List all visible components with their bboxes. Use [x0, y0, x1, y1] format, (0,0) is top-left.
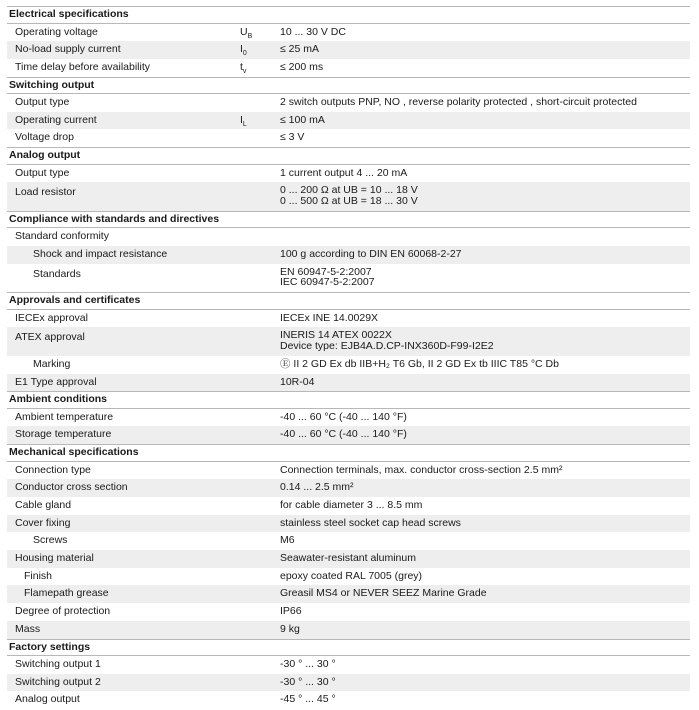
spec-value-line: EN 60947-5-2:2007	[280, 265, 372, 278]
spec-value: ≤ 100 mA	[280, 113, 325, 126]
spec-value: -30 ° ... 30 °	[280, 675, 336, 688]
section-title: Approvals and certificates	[9, 294, 141, 307]
spec-label: Ambient temperature	[15, 410, 114, 423]
spec-label: ATEX approval	[15, 331, 85, 344]
section-title: Electrical specifications	[9, 8, 129, 20]
spec-row	[7, 532, 690, 550]
spec-value: ≤ 200 ms	[280, 60, 324, 73]
spec-label: Switching output 1	[15, 658, 101, 670]
section-header	[7, 211, 690, 229]
spec-value	[280, 267, 690, 288]
spec-value: -40 ... 60 °C (-40 ... 140 °F)	[280, 410, 407, 423]
spec-value-line: Device type: EJB4A.D.CP-INX360D-F99-I2E2	[280, 339, 494, 352]
section-title: Compliance with standards and directives	[9, 212, 220, 225]
spec-value-line: 0 ... 200 Ω at UB = 10 ... 18 V	[280, 184, 418, 197]
spec-row	[7, 41, 690, 59]
spec-label: Conductor cross section	[15, 481, 128, 494]
spec-label: No-load supply current	[15, 43, 121, 56]
spec-value: Connection terminals, max. conductor cross-section 2.5 mm²	[280, 463, 563, 476]
spec-label: Output type	[15, 96, 70, 109]
spec-value: 1 current output 4 ... 20 mA	[280, 166, 408, 179]
spec-value: Greasil MS4 or NEVER SEEZ Marine Grade	[280, 587, 487, 600]
symbol-subscript: v	[242, 67, 247, 75]
spec-row	[7, 310, 690, 328]
spec-label: Analog output	[15, 693, 80, 706]
spec-label: Voltage drop	[15, 131, 74, 144]
spec-label: IECEx approval	[15, 311, 88, 324]
symbol-subscript: L	[242, 120, 247, 128]
spec-value: 9 kg	[280, 622, 300, 635]
spec-label: Housing material	[15, 552, 94, 565]
spec-row	[7, 24, 690, 42]
spec-value: Ⓔ II 2 GD Ex db IIB+H₂ T6 Gb, II 2 GD Ex tb IIIC T85 °C Db	[280, 357, 559, 370]
symbol-letter: U	[240, 25, 248, 38]
spec-value: 2 switch outputs PNP, NO , reverse polarity protected , short-circuit protected	[280, 96, 637, 109]
spec-value: ≤ 3 V	[280, 131, 305, 144]
section-header	[7, 639, 690, 657]
spec-value: 100 g according to DIN EN 60068-2-27	[280, 248, 462, 260]
spec-value: M6	[280, 534, 295, 547]
spec-row	[7, 112, 690, 130]
section-title: Switching output	[9, 78, 95, 91]
spec-value: -30 ° ... 30 °	[280, 658, 336, 670]
spec-value-line: 0 ... 500 Ω at UB = 18 ... 30 V	[280, 194, 418, 207]
spec-label: Output type	[15, 166, 70, 179]
symbol-letter: I	[240, 113, 243, 126]
spec-label: Load resistor	[15, 186, 76, 199]
spec-label: Standards	[33, 267, 81, 280]
spec-value: -40 ... 60 °C (-40 ... 140 °F)	[280, 428, 407, 441]
spec-label: Degree of protection	[15, 605, 111, 618]
section-header	[7, 6, 690, 24]
spec-value-line: IEC 60947-5-2:2007	[280, 276, 375, 289]
spec-row	[7, 327, 690, 356]
section-header	[7, 77, 690, 95]
spec-row	[7, 264, 690, 293]
section-header	[7, 292, 690, 310]
spec-value	[280, 185, 690, 206]
spec-label: Storage temperature	[15, 428, 112, 441]
spec-row	[7, 621, 690, 639]
spec-row	[7, 550, 690, 568]
section-title: Mechanical specifications	[9, 446, 139, 459]
spec-row	[7, 462, 690, 480]
spec-row	[7, 246, 690, 264]
section-title: Factory settings	[9, 640, 91, 653]
spec-row	[7, 165, 690, 183]
spec-label: Flamepath grease	[24, 587, 109, 600]
spec-label: E1 Type approval	[15, 375, 97, 388]
spec-row	[7, 374, 690, 392]
spec-row	[7, 568, 690, 586]
spec-value: ≤ 25 mA	[280, 43, 320, 56]
spec-label: Switching output 2	[15, 675, 101, 688]
spec-value: for cable diameter 3 ... 8.5 mm	[280, 499, 423, 511]
spec-label: Cable gland	[15, 499, 72, 511]
spec-row	[7, 603, 690, 621]
spec-row	[7, 497, 690, 515]
section-title: Analog output	[9, 149, 81, 162]
spec-value: IECEx INE 14.0029X	[280, 311, 379, 324]
spec-label: Mass	[15, 622, 41, 635]
section-header	[7, 391, 690, 409]
section-header	[7, 444, 690, 462]
spec-label: Shock and impact resistance	[33, 248, 168, 260]
spec-label: Finish	[24, 569, 53, 582]
spec-label: Screws	[33, 534, 68, 547]
spec-label: Connection type	[15, 463, 91, 476]
section-header	[7, 147, 690, 165]
spec-symbol	[240, 112, 280, 134]
spec-label: Time delay before availability	[15, 60, 151, 73]
spec-row	[7, 59, 690, 77]
spec-value: epoxy coated RAL 7005 (grey)	[280, 569, 423, 582]
spec-label: Operating voltage	[15, 25, 98, 38]
spec-value: stainless steel socket cap head screws	[280, 516, 461, 529]
spec-row	[7, 129, 690, 147]
spec-row	[7, 426, 690, 444]
spec-row	[7, 515, 690, 533]
spec-label: Marking	[33, 357, 71, 370]
section-title: Ambient conditions	[9, 393, 107, 406]
symbol-letter: I	[240, 43, 243, 56]
spec-label: Cover fixing	[15, 516, 71, 529]
symbol-subscript: B	[247, 32, 253, 40]
spec-value: IP66	[280, 605, 302, 618]
spec-label: Operating current	[15, 113, 97, 126]
spec-label: Standard conformity	[15, 230, 109, 243]
spec-row	[7, 585, 690, 603]
symbol-subscript: 0	[242, 50, 247, 58]
spec-value	[280, 330, 690, 351]
spec-row	[7, 691, 690, 709]
spec-row	[7, 356, 690, 374]
specification-table	[7, 6, 690, 709]
spec-value: 10 ... 30 V DC	[280, 25, 346, 38]
spec-value: Seawater-resistant aluminum	[280, 552, 416, 565]
spec-value-line: INERIS 14 ATEX 0022X	[280, 329, 392, 342]
spec-row	[7, 409, 690, 427]
spec-row	[7, 656, 690, 674]
spec-row	[7, 94, 690, 112]
symbol-letter: t	[240, 60, 243, 73]
spec-row	[7, 479, 690, 497]
spec-row	[7, 674, 690, 692]
spec-value: 10R-04	[280, 375, 315, 388]
spec-value: 0.14 ... 2.5 mm²	[280, 481, 354, 494]
spec-row	[7, 182, 690, 211]
spec-row	[7, 228, 690, 246]
spec-value: -45 ° ... 45 °	[280, 693, 336, 706]
